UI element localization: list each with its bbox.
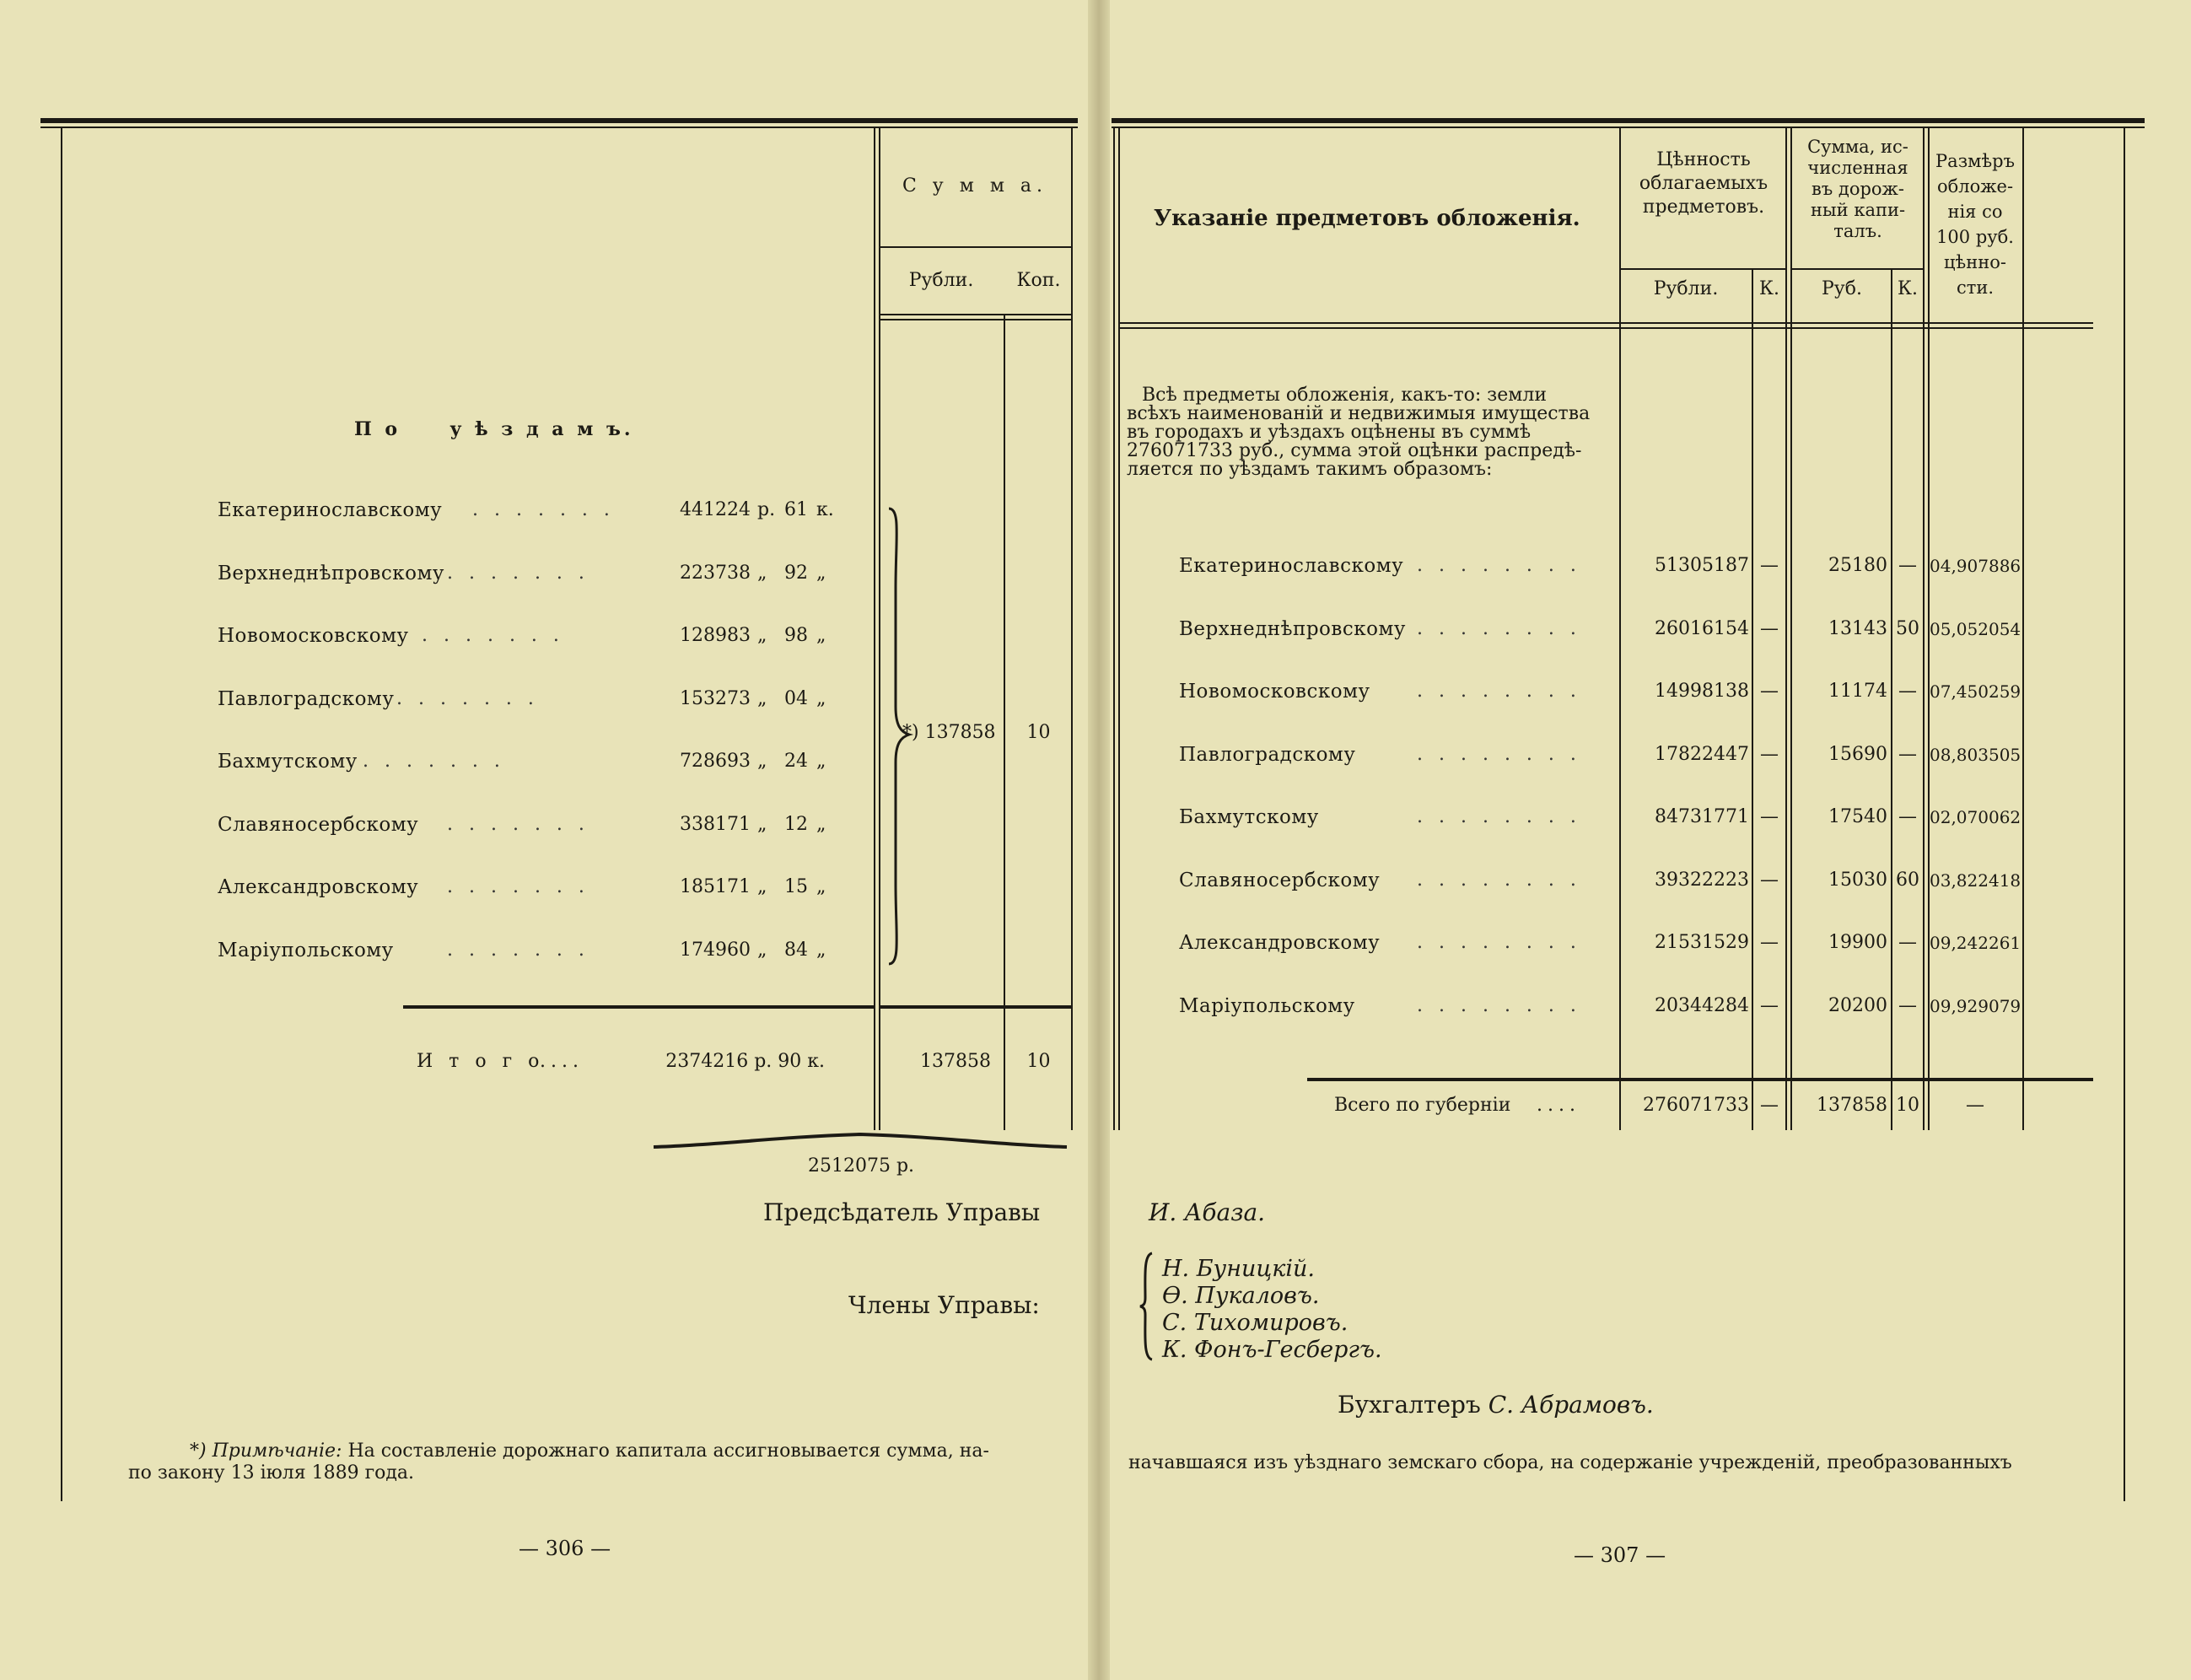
leader-dots: . . . . . . . (396, 687, 539, 709)
leader-dots: . . . . . . . . (1417, 743, 1581, 765)
book-gutter (1088, 0, 1110, 1680)
district-rate: 09,929079 (1930, 995, 2021, 1016)
district-value-kop: — (1760, 681, 1779, 702)
district-capital-kop: — (1898, 932, 1917, 953)
district-kop-unit: „ (816, 625, 826, 646)
value-header: Цѣнность облагаемыхъ предметовъ. (1639, 149, 1768, 218)
member-name: К. Фонъ-Гесбергъ. (1162, 1337, 1382, 1363)
header-bottom-rule2 (1118, 327, 2093, 329)
district-value-kop: — (1760, 555, 1779, 576)
leader-dots: . . . . . . . . (1417, 869, 1581, 891)
district-name: Новомосковскому (218, 625, 409, 647)
capital-header: Сумма, ис-численная въ дорож-ный капи-талъ. (1807, 137, 1908, 241)
value-col-left (1619, 127, 1621, 1130)
capital-rub-header: Руб. (1822, 278, 1862, 299)
header-bottom-rule (1118, 322, 2093, 324)
value-rub-header: Рубли. (1653, 278, 1719, 299)
district-kop: 12 (784, 813, 808, 835)
district-capital: 20200 (1828, 994, 1887, 1016)
left-border (61, 127, 62, 1501)
district-amount: 174960 (680, 939, 751, 961)
district-capital: 17540 (1828, 806, 1887, 827)
district-name: Верхнеднѣпровскому (1179, 617, 1406, 640)
district-capital: 19900 (1828, 932, 1887, 953)
chairman-label: Предсѣдатель Управы (763, 1198, 1041, 1226)
district-value-kop: — (1760, 617, 1779, 639)
total-rule-right (879, 1005, 1071, 1009)
district-value: 51305187 (1655, 555, 1749, 576)
district-amount: 441224 (680, 499, 751, 520)
district-unit: „ (757, 562, 767, 584)
col-divider (874, 127, 875, 1130)
district-value-kop: — (1760, 994, 1779, 1016)
rate-header: Размѣръ обложе-нія со 100 руб. цѣнно-сти. (1935, 151, 2015, 298)
district-capital-kop: — (1898, 743, 1917, 765)
footnote-mark: *) Примѣчаніе: (190, 1440, 342, 1462)
district-kop: 98 (784, 625, 808, 646)
district-capital: 15690 (1828, 743, 1887, 765)
sum-header: С у м м а. (902, 175, 1048, 197)
rate-col-right (2022, 127, 2024, 1130)
member-name: С. Тихомировъ. (1162, 1310, 1349, 1336)
subject-header: Указаніе предметовъ обложенія. (1154, 206, 1580, 231)
district-amount: 185171 (680, 876, 751, 897)
district-value: 14998138 (1655, 681, 1749, 702)
district-capital-kop: 60 (1896, 869, 1919, 891)
footnote-continuation: начавшаяся изъ уѣзднаго земскаго сбора, на содержаніе учрежденій, преобразованныхъ (1128, 1452, 2012, 1473)
top-rule-thin (40, 127, 1078, 128)
district-kop: 84 (784, 939, 808, 961)
district-name: Екатеринославскому (218, 499, 443, 521)
district-amount: 338171 (680, 813, 751, 835)
capital-col-left2 (1790, 127, 1792, 1130)
district-name: Новомосковскому (1179, 681, 1370, 703)
member-name: Н. Буницкій. (1162, 1256, 1315, 1282)
district-value: 39322223 (1655, 869, 1749, 891)
leader-dots: . . . . . . . . (1417, 994, 1581, 1016)
district-capital-kop: — (1898, 555, 1917, 576)
district-amount: 128983 (680, 625, 751, 646)
right-total-vk: — (1760, 1095, 1779, 1116)
district-name: Маріупольскому (1179, 994, 1355, 1017)
district-capital: 13143 (1828, 617, 1887, 639)
footnote-line1 (190, 1440, 989, 1462)
district-value: 21531529 (1655, 932, 1749, 953)
leader-dots: . . . . . . . (447, 813, 589, 835)
district-kop-unit: „ (816, 751, 826, 772)
right-total-cap: 137858 (1817, 1095, 1887, 1116)
capital-kop-header: К. (1897, 278, 1919, 299)
value-kop-header: К. (1758, 278, 1780, 299)
capital-col-left (1785, 127, 1787, 1130)
members-brace-icon (1139, 1252, 1155, 1361)
district-amount: 223738 (680, 562, 751, 584)
district-name: Маріупольскому (218, 939, 394, 961)
district-rate: 07,450259 (1930, 681, 2021, 702)
total-dots: .... (540, 1051, 584, 1072)
district-capital-kop: — (1898, 681, 1917, 702)
value-subheader-rule (1619, 268, 1786, 270)
leader-dots: . . . . . . . . (1417, 555, 1581, 576)
district-rate: 05,052054 (1930, 618, 2021, 639)
district-amount: 153273 (680, 687, 751, 709)
accountant-name: С. Абрамовъ. (1488, 1391, 1654, 1419)
rubles-header: Рубли. (908, 270, 974, 291)
district-kop: 92 (784, 562, 808, 584)
district-capital-kop: — (1898, 994, 1917, 1016)
district-capital-kop: — (1898, 806, 1917, 827)
district-capital: 15030 (1828, 869, 1887, 891)
district-name: Павлоградскому (1179, 743, 1356, 766)
right-page-right-border (2124, 127, 2125, 1501)
right-total-ck: 10 (1896, 1095, 1919, 1116)
accountant-label: Бухгалтеръ (1338, 1391, 1481, 1419)
members-label: Члены Управы: (848, 1291, 1040, 1319)
district-kop-unit: „ (816, 876, 826, 897)
leader-dots: . . . . . . . . (1417, 932, 1581, 953)
rate-col-left (1923, 127, 1925, 1130)
district-rate: 08,803505 (1930, 744, 2021, 765)
right-total-dots: .... (1537, 1095, 1580, 1116)
district-name: Александровскому (218, 876, 419, 898)
accountant-line (1338, 1392, 1654, 1419)
district-value-kop: — (1760, 932, 1779, 953)
intro-line: ляется по уѣздамъ такимъ образомъ: (1127, 459, 1493, 480)
total-rule (403, 1005, 875, 1009)
district-name: Бахмутскому (218, 751, 358, 773)
total-rule-right-page (1307, 1078, 2093, 1081)
leader-dots: . . . . . . . . (1417, 806, 1581, 827)
district-unit: р. (757, 499, 776, 520)
district-unit: „ (757, 751, 767, 772)
sum-header-rule (879, 246, 1071, 248)
district-unit: „ (757, 687, 767, 709)
footnote-text2: по закону 13 іюля 1889 года. (128, 1462, 415, 1483)
district-value: 26016154 (1655, 617, 1749, 639)
member-name: Ѳ. Пукаловъ. (1162, 1283, 1320, 1309)
leader-dots: . . . . . . . (363, 751, 505, 772)
district-value: 84731771 (1655, 806, 1749, 827)
district-kop-unit: к. (816, 499, 834, 520)
district-rate: 02,070062 (1930, 807, 2021, 827)
district-rate: 09,242261 (1930, 933, 2021, 953)
leader-dots: . . . . . . . (447, 939, 589, 961)
district-kop-unit: „ (816, 687, 826, 709)
value-kop-divider (1752, 270, 1753, 1130)
district-value: 20344284 (1655, 994, 1749, 1016)
district-capital: 25180 (1828, 555, 1887, 576)
total-amount: 2374216 р. 90 к. (665, 1051, 825, 1072)
leader-dots: . . . . . . . (422, 625, 564, 646)
district-name: Павлоградскому (218, 687, 395, 710)
brace-kop: 10 (1026, 722, 1051, 743)
brace-sum: *) 137858 (902, 722, 996, 743)
sub-header-rule (879, 314, 1071, 315)
district-name: Славяносербскому (1179, 869, 1381, 891)
page-number-left: — 306 — (519, 1537, 611, 1560)
district-kop: 24 (784, 751, 808, 772)
right-border (1071, 127, 1073, 1130)
total-rub: 137858 (920, 1051, 991, 1072)
district-unit: „ (757, 876, 767, 897)
top-rule-right-thin (1112, 127, 2145, 128)
right-total-rate: — (1966, 1095, 1984, 1116)
right-total-value: 276071733 (1643, 1095, 1749, 1116)
by-districts-title: П о у ѣ з д а м ъ. (354, 418, 634, 440)
total-kop: 10 (1026, 1051, 1051, 1072)
right-page-left-border2 (1118, 127, 1120, 1130)
district-rate: 04,907886 (1930, 556, 2021, 576)
district-value-kop: — (1760, 869, 1779, 891)
district-capital-kop: 50 (1896, 617, 1919, 639)
district-unit: „ (757, 939, 767, 961)
district-name: Александровскому (1179, 932, 1381, 954)
page-number-right: — 307 — (1574, 1543, 1666, 1567)
leader-dots: . . . . . . . (447, 562, 589, 584)
right-page-left-border (1113, 127, 1115, 1130)
district-name: Екатеринославскому (1179, 555, 1404, 577)
top-rule (40, 118, 1078, 123)
grand-total: 2512075 р. (808, 1155, 915, 1177)
capital-subheader-rule (1790, 268, 1924, 270)
capital-kop-divider (1891, 270, 1892, 1130)
district-kop: 61 (784, 499, 808, 520)
district-kop-unit: „ (816, 813, 826, 835)
district-kop: 04 (784, 687, 808, 709)
district-name: Верхнеднѣпровскому (218, 562, 444, 584)
district-kop-unit: „ (816, 562, 826, 584)
intro-line: въ городахъ и уѣздахъ оцѣнены въ суммѣ (1127, 422, 1532, 443)
district-value: 17822447 (1655, 743, 1749, 765)
district-kop: 15 (784, 876, 808, 897)
intro-line: 276071733 руб., сумма этой оцѣнки распредѣ- (1127, 440, 1582, 461)
district-capital: 11174 (1828, 681, 1887, 702)
district-unit: „ (757, 813, 767, 835)
right-total-label: Всего по губерніи (1334, 1095, 1511, 1116)
intro-line: Всѣ предметы обложенія, какъ-то: земли (1142, 385, 1548, 406)
kop-header: Коп. (1016, 270, 1061, 291)
district-value-kop: — (1760, 743, 1779, 765)
district-kop-unit: „ (816, 939, 826, 961)
leader-dots: . . . . . . . (447, 876, 589, 897)
district-unit: „ (757, 625, 767, 646)
district-name: Бахмутскому (1179, 806, 1319, 828)
sub-header-rule2 (879, 319, 1071, 320)
footnote-text: На составленіе дорожнаго капитала ассигновывается сумма, на- (347, 1440, 989, 1462)
leader-dots: . . . . . . . . (1417, 681, 1581, 702)
district-value-kop: — (1760, 806, 1779, 827)
top-rule-right (1112, 118, 2145, 123)
total-label: И т о г о (417, 1051, 545, 1072)
chairman-name: И. Абаза. (1149, 1198, 1266, 1226)
district-amount: 728693 (680, 751, 751, 772)
grand-total-brace-icon (649, 1130, 1071, 1155)
district-rate: 03,822418 (1930, 870, 2021, 891)
district-name: Славяносербскому (218, 813, 419, 836)
leader-dots: . . . . . . . (472, 499, 615, 520)
leader-dots: . . . . . . . . (1417, 617, 1581, 639)
intro-line: всѣхъ наименованій и недвижимыя имущества (1127, 403, 1591, 424)
